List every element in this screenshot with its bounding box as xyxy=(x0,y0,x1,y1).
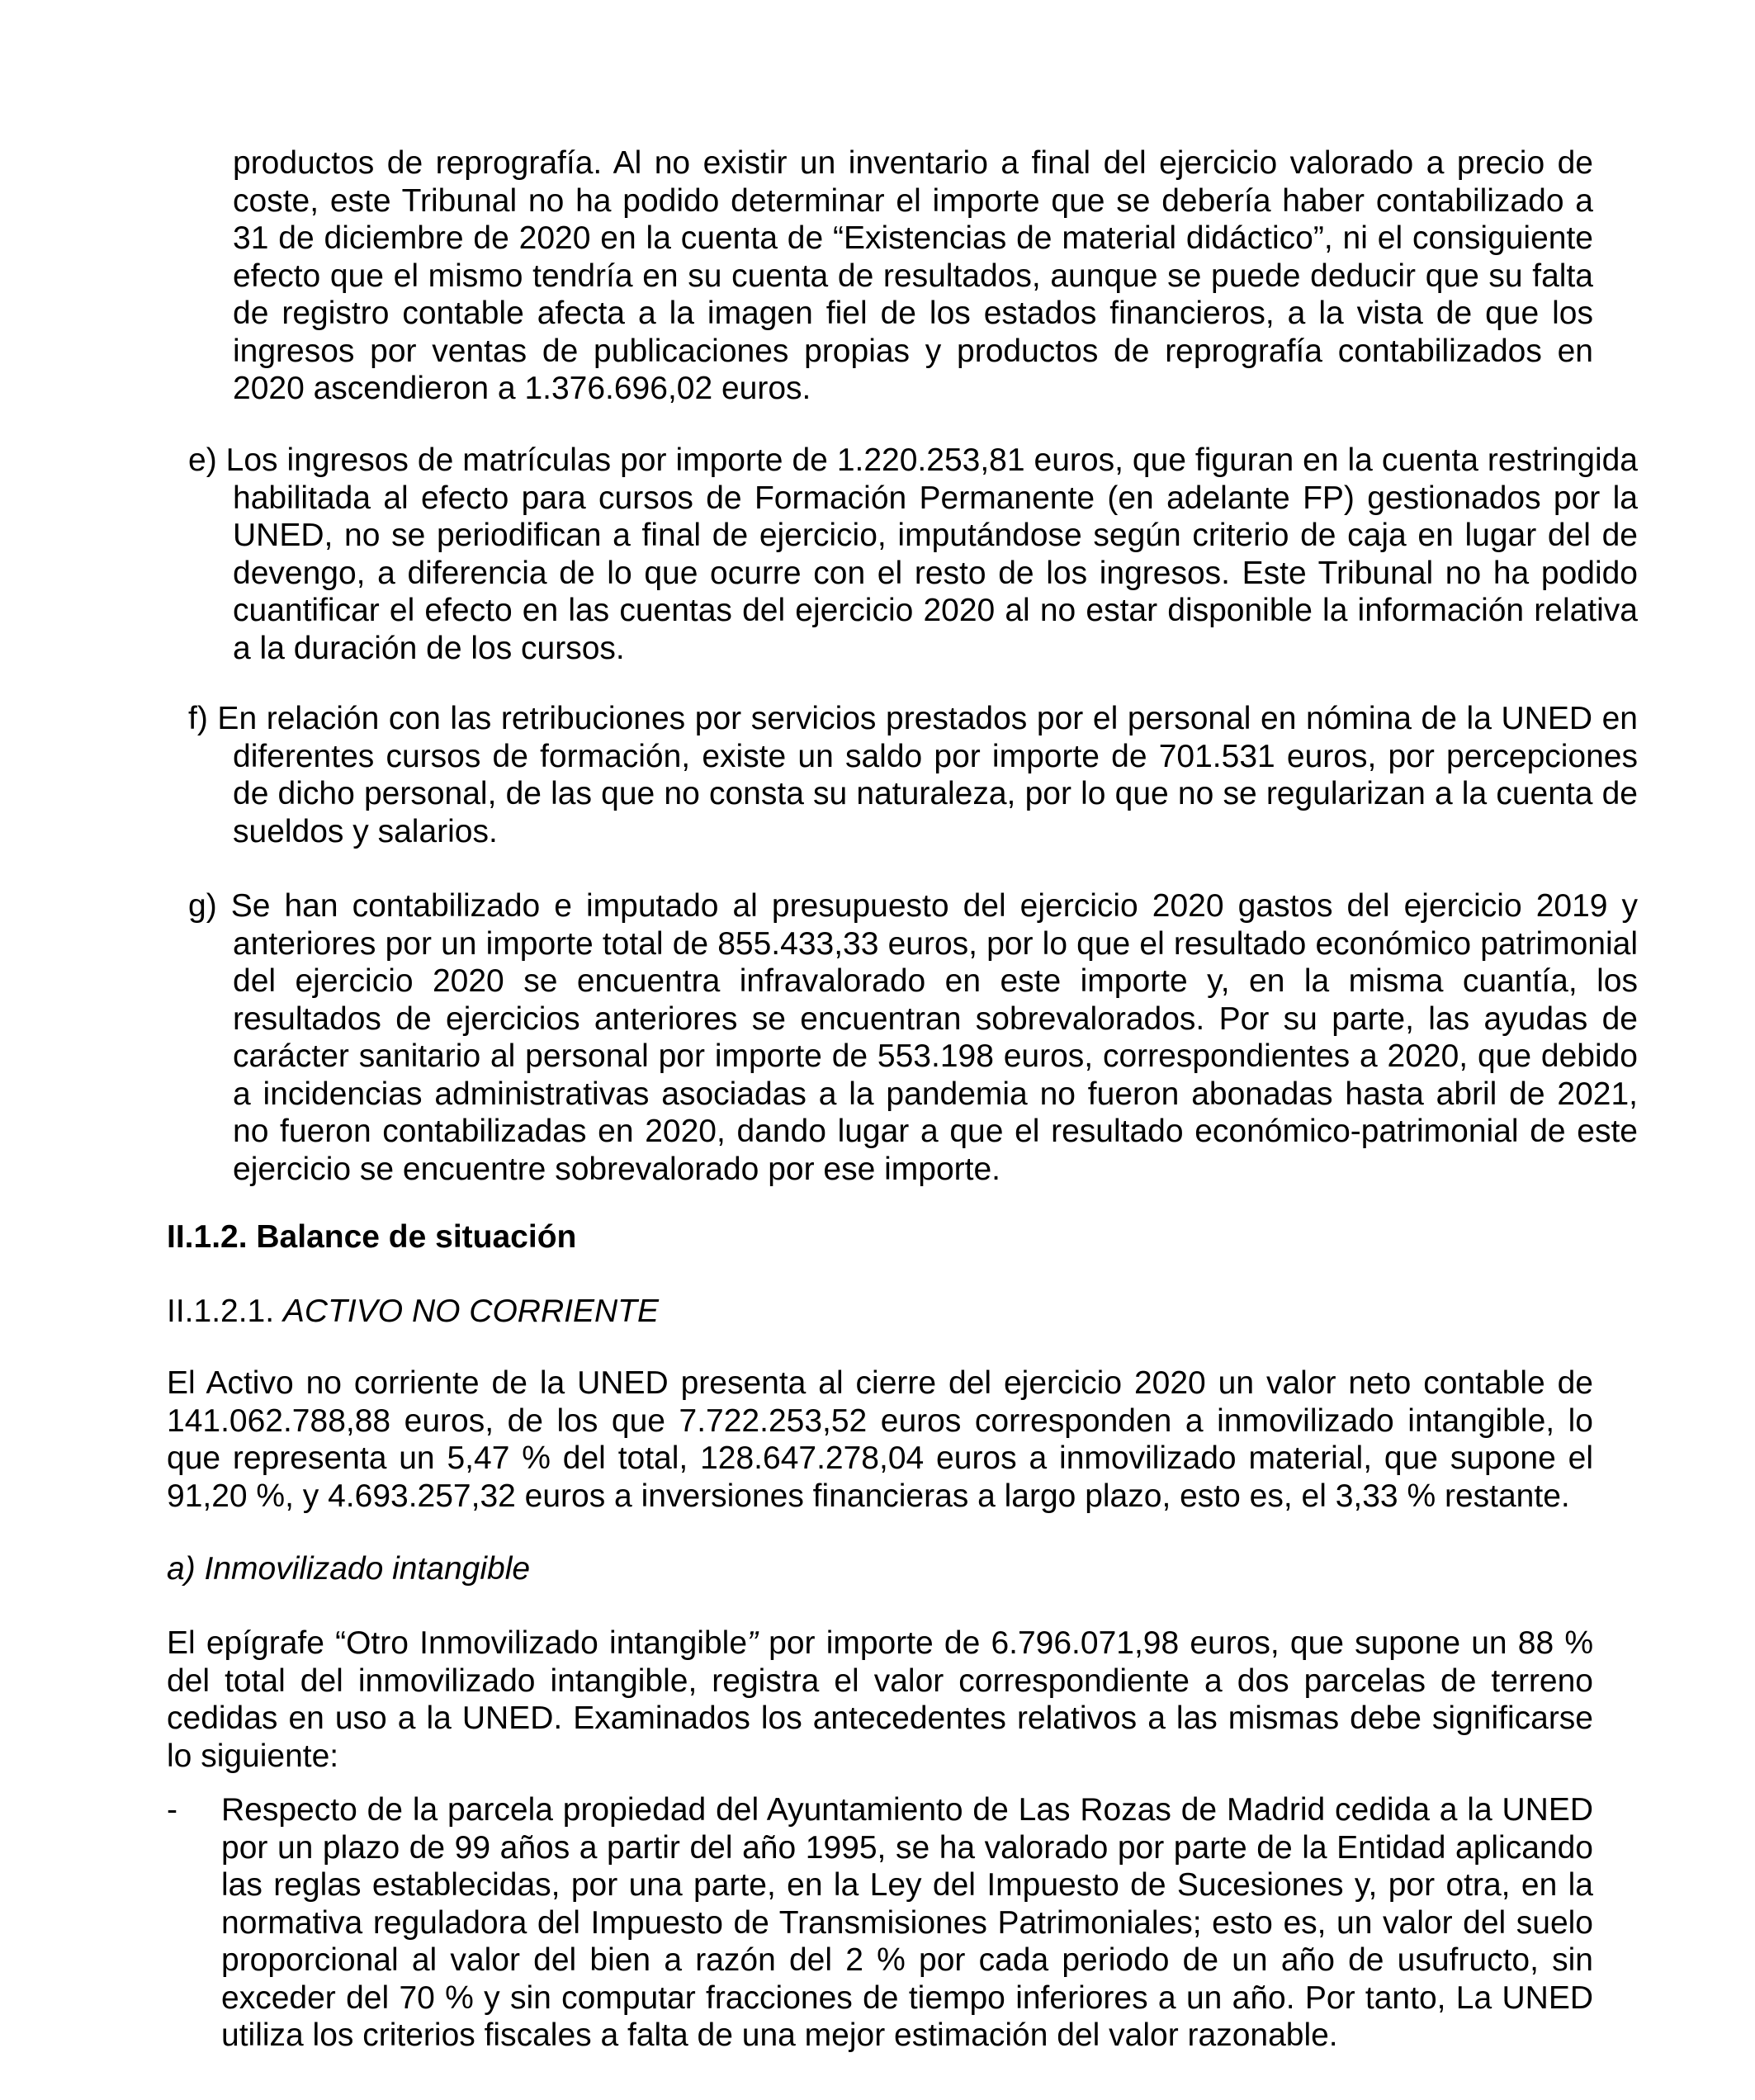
subsection-title: ACTIVO NO CORRIENTE xyxy=(282,1294,659,1329)
paragraph-activo: El Activo no corriente de la UNED presenta al cierre del ejercicio 2020 un valor neto contable de 141.062.788,88 euros, de los que 7.722.253,52 euros corresponden a inmovilizado intangible, lo que representa un 5,47 % del total, 128.647.278,04 euros a inmovilizado material, que supone el 91,20 %, y 4.693.257,32 euros a inversiones financieras a largo plazo, esto es, el 3,33 % restante. xyxy=(167,1365,1593,1514)
subsection-number: II.1.2.1. xyxy=(167,1294,283,1329)
list-item-f: f) En relación con las retribuciones por servicios prestados por el personal en nómina de la UNED en diferentes cursos de formación, existe un saldo por importe de 701.531 euros, por percepciones de dicho personal, de las que no consta su naturaleza, por lo que no se regularizan a la cuenta de sueldos y salarios. xyxy=(188,701,1638,849)
subsection-heading-intangible: a) Inmovilizado intangible xyxy=(167,1551,531,1587)
subsection-heading-activo xyxy=(167,1293,659,1331)
paragraph-continuation: productos de reprografía. Al no existir un inventario a final del ejercicio valorado a precio de coste, este Tribunal no ha podido determinar el importe que se debería haber contabilizado a 31 de diciembre de 2020 en la cuenta de “Existencias de material didáctico”, ni el consiguiente efecto que el mismo tendría en su cuenta de resultados, aunque se puede deducir que su falta de registro contable afecta a la imagen fiel de los estados financieros, a la vista de que los ingresos por ventas de publicaciones propias y productos de reprografía contabilizados en 2020 ascendieron a 1.376.696,02 euros. xyxy=(233,145,1593,406)
bullet-item-las-rozas: Respecto de la parcela propiedad del Ayuntamiento de Las Rozas de Madrid cedida a la UNED por un plazo de 99 años a partir del año 1995, se ha valorado por parte de la Entidad aplicando las reglas establecidas, por una parte, en la Ley del Impuesto de Sucesiones y, por otra, en la normativa reguladora del Impuesto de Transmisiones Patrimoniales; esto es, un valor del suelo proporcional al valor del bien a razón del 2 % por cada periodo de un año de usufructo, sin exceder del 70 % y sin computar fracciones de tiempo inferiores a un año. Por tanto, La UNED utiliza los criterios fiscales a falta de una mejor estimación del valor razonable. xyxy=(221,1792,1593,2053)
bullet-dash: - xyxy=(167,1792,177,1828)
paragraph-epigrafe-rest: por importe de 6.796.071,98 euros, que supone un 88 % del total del inmovilizado intangible, registra el valor correspondiente a dos parcelas de terreno cedidas en uso a la UNED. Examinados los antecedentes relativos a las mismas debe significarse lo siguiente: xyxy=(167,1625,1593,1774)
paragraph-epigrafe-start: El epígrafe “Otro Inmovilizado intangible xyxy=(167,1625,748,1661)
list-item-e: e) Los ingresos de matrículas por importe de 1.220.253,81 euros, que figuran en la cuenta restringida habilitada al efecto para cursos de Formación Permanente (en adelante FP) gestionados por la UNED, no se periodifican a final de ejercicio, imputándose según criterio de caja en lugar del de devengo, a diferencia de lo que ocurre con el resto de los ingresos. Este Tribunal no ha podido cuantificar el efecto en las cuentas del ejercicio 2020 al no estar disponible la información relativa a la duración de los cursos. xyxy=(188,442,1638,666)
paragraph-epigrafe-quote: ” xyxy=(747,1625,759,1661)
list-item-g: g) Se han contabilizado e imputado al presupuesto del ejercicio 2020 gastos del ejercicio 2019 y anteriores por un importe total de 855.433,33 euros, por lo que el resultado económico patrimonial del ejercicio 2020 se encuentra infravalorado en este importe y, en la misma cuantía, los resultados de ejercicios anteriores se encuentran sobrevalorados. Por su parte, las ayudas de carácter sanitario al personal por importe de 553.198 euros, correspondientes a 2020, que debido a incidencias administrativas asociadas a la pandemia no fueron abonadas hasta abril de 2021, no fueron contabilizadas en 2020, dando lugar a que el resultado económico-patrimonial de este ejercicio se encuentre sobrevalorado por ese importe. xyxy=(188,888,1638,1187)
paragraph-epigrafe xyxy=(167,1625,1593,1775)
section-heading-balance: II.1.2. Balance de situación xyxy=(167,1219,577,1255)
